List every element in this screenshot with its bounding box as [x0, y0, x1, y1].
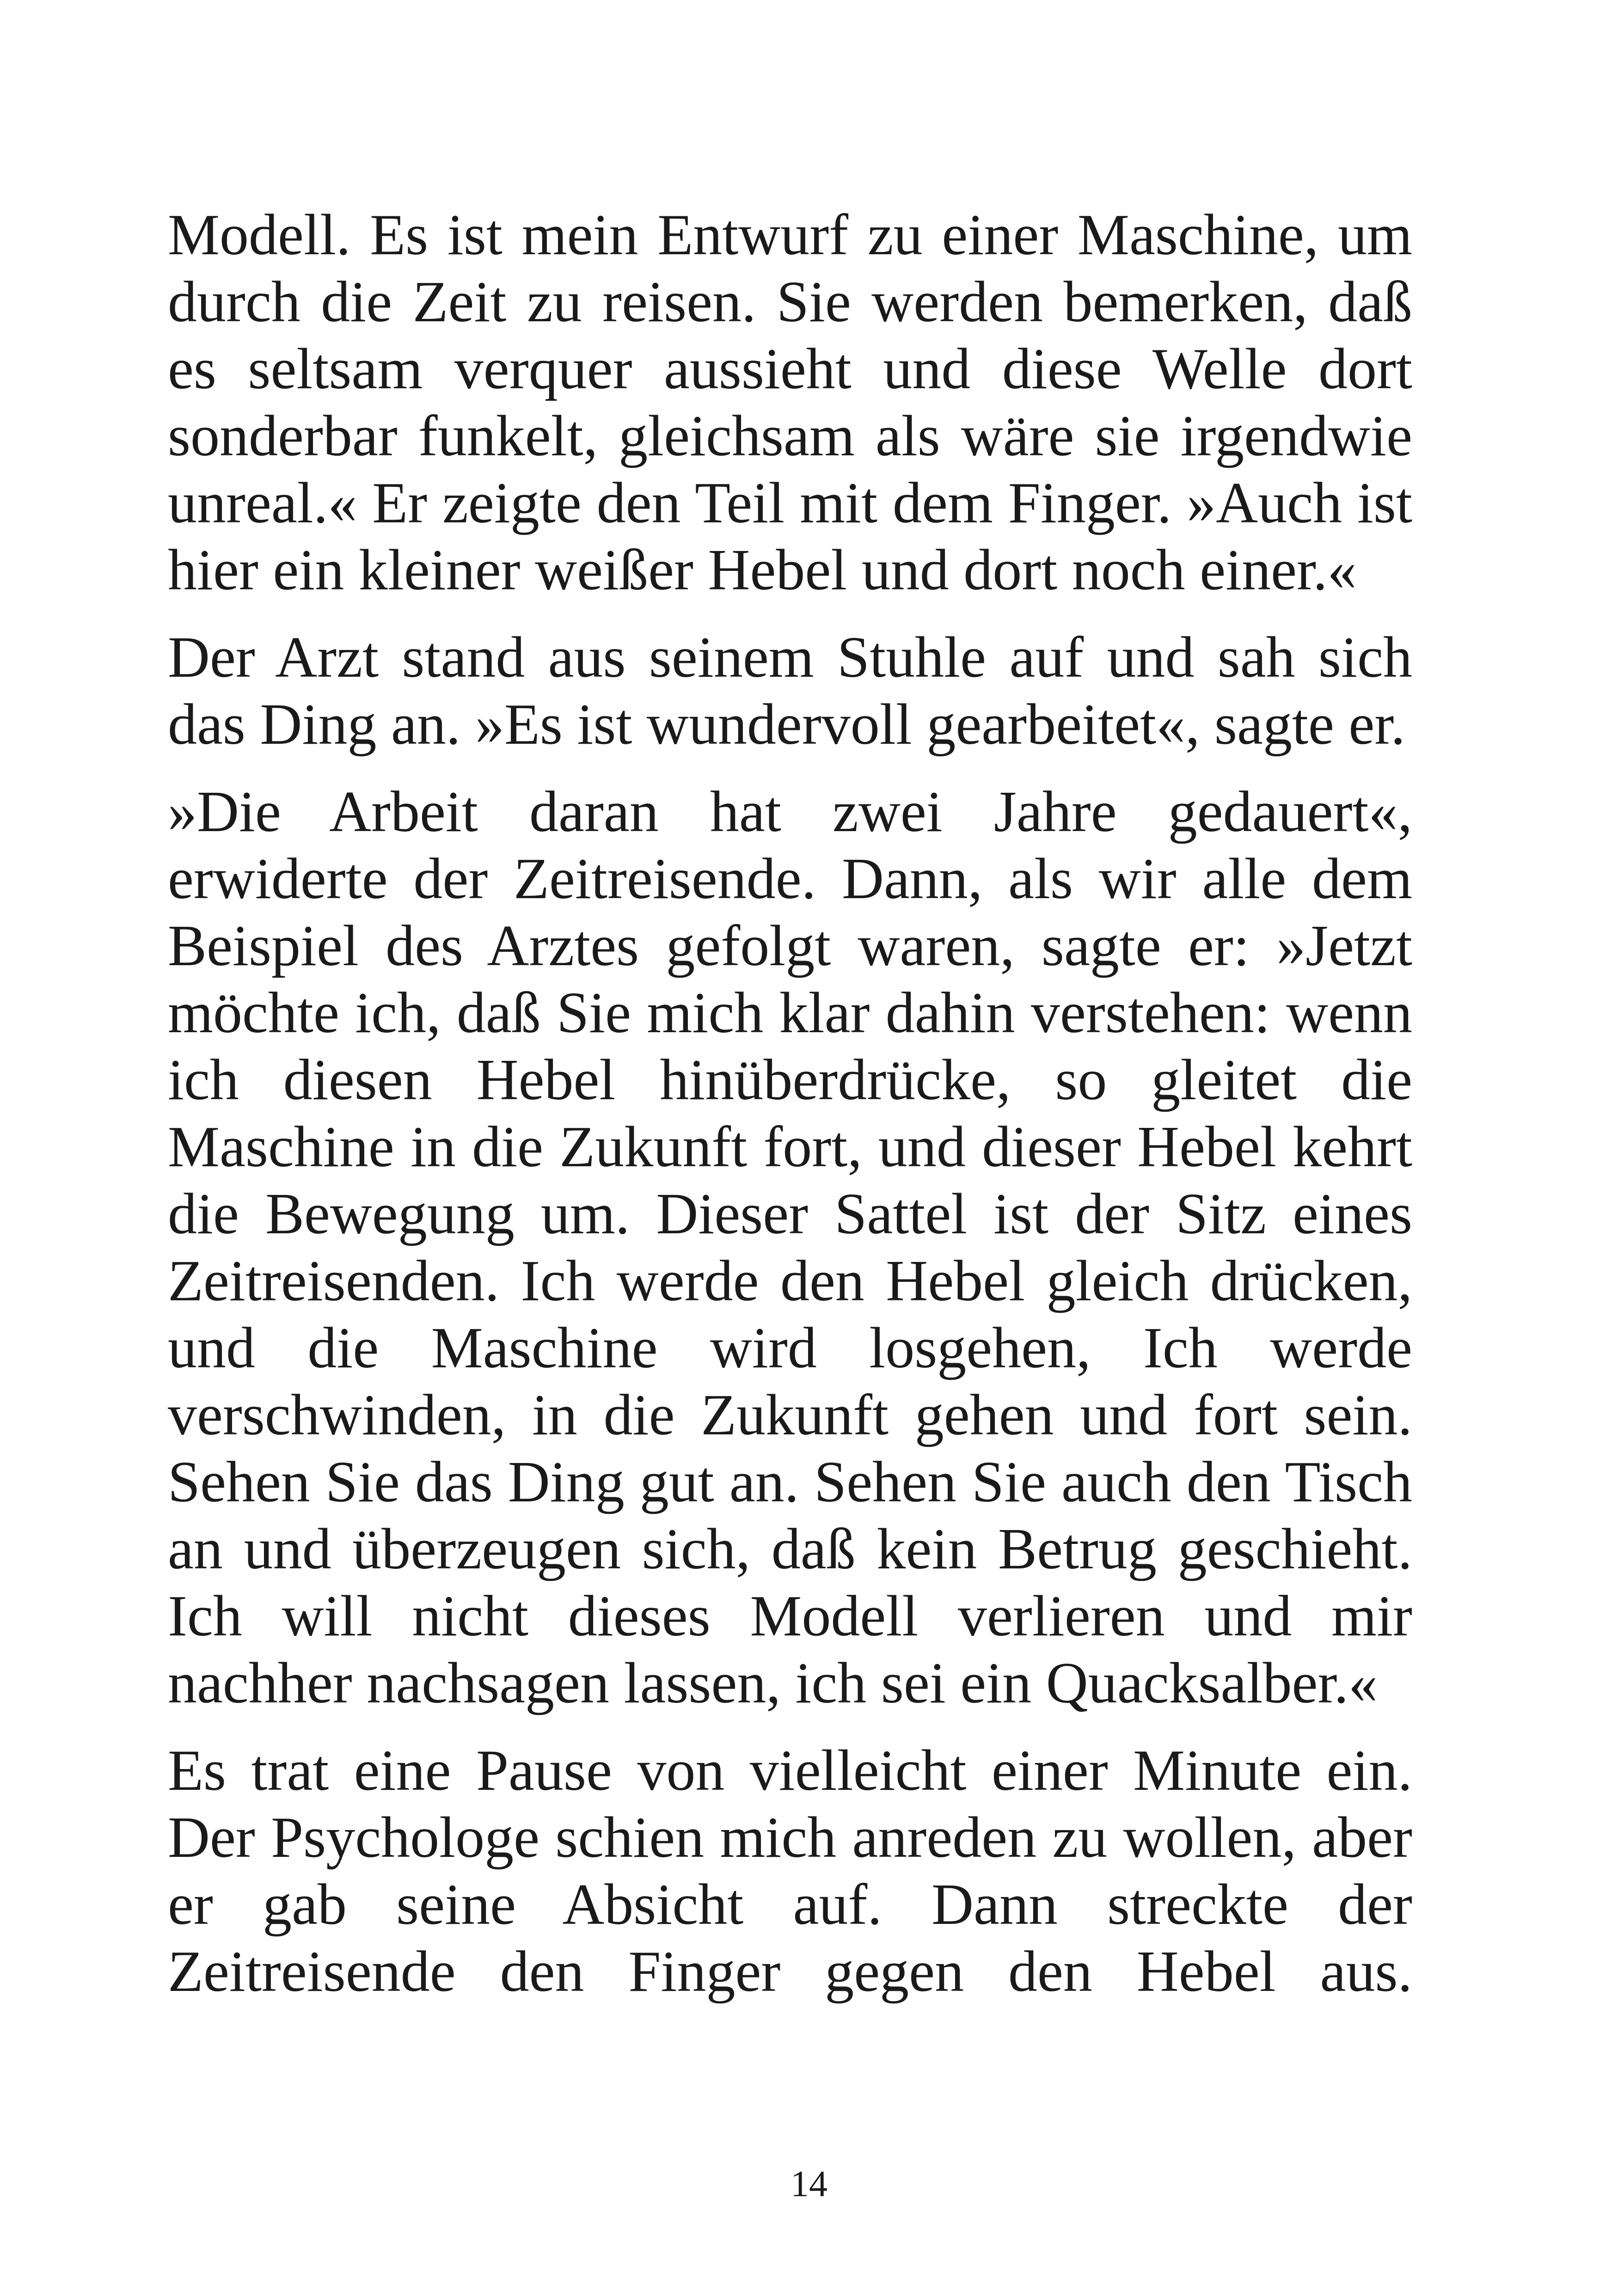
- text-line: Maschine in die Zukunft fort, und dieser Hebel kehrt: [168, 1115, 1412, 1179]
- text-line: nachher nachsagen lassen, ich sei ein Quacksalber.«: [168, 1651, 1378, 1715]
- text-line: unreal.« Er zeigte den Teil mit dem Finger. »Auch ist: [168, 471, 1412, 535]
- text-line: Es trat eine Pause von vielleicht einer Minute ein.: [168, 1739, 1412, 1803]
- text-line: an und überzeugen sich, daß kein Betrug geschieht.: [168, 1517, 1412, 1581]
- text-line: »Die Arbeit daran hat zwei Jahre gedauert«,: [168, 780, 1412, 844]
- text-line: es seltsam verquer aussieht und diese Welle dort: [168, 337, 1412, 401]
- text-line: Sehen Sie das Ding gut an. Sehen Sie auch den Tisch: [168, 1450, 1412, 1514]
- paragraph-3: [168, 778, 1412, 1717]
- paragraph-1: [168, 202, 1412, 604]
- body-text: [168, 202, 1412, 2026]
- text-line: durch die Zeit zu reisen. Sie werden bemerken, daß: [168, 270, 1412, 334]
- text-line: das Ding an. »Es ist wundervoll gearbeitet«, sagte er.: [168, 692, 1405, 757]
- text-line: er gab seine Absicht auf. Dann streckte der: [168, 1873, 1412, 1937]
- text-line: Ich will nicht dieses Modell verlieren und mir: [168, 1584, 1412, 1648]
- text-line: die Bewegung um. Dieser Sattel ist der Sitz eines: [168, 1182, 1412, 1246]
- text-line: Beispiel des Arztes gefolgt waren, sagte er: »Jetzt: [168, 914, 1412, 978]
- page-number: 14: [791, 2164, 827, 2204]
- text-line: und die Maschine wird losgehen, Ich werde: [168, 1316, 1412, 1380]
- text-line: möchte ich, daß Sie mich klar dahin verstehen: wenn: [168, 981, 1412, 1045]
- paragraph-4: [168, 1737, 1412, 2005]
- text-line: Modell. Es ist mein Entwurf zu einer Maschine, um: [168, 203, 1412, 267]
- text-line: sonderbar funkelt, gleichsam als wäre sie irgendwie: [168, 404, 1412, 468]
- text-line: verschwinden, in die Zukunft gehen und fort sein.: [168, 1383, 1412, 1447]
- text-line: hier ein kleiner weißer Hebel und dort noch einer.«: [168, 538, 1357, 602]
- text-line: Der Arzt stand aus seinem Stuhle auf und sah sich: [168, 625, 1412, 690]
- text-line: Der Psychologe schien mich anreden zu wollen, aber: [168, 1806, 1412, 1870]
- text-line: erwiderte der Zeitreisende. Dann, als wir alle dem: [168, 847, 1412, 911]
- paragraph-2: [168, 624, 1412, 758]
- text-line: ich diesen Hebel hinüberdrücke, so gleitet die: [168, 1048, 1412, 1112]
- text-line: Zeitreisende den Finger gegen den Hebel aus.: [168, 1940, 1412, 2004]
- text-line: Zeitreisenden. Ich werde den Hebel gleich drücken,: [168, 1249, 1412, 1313]
